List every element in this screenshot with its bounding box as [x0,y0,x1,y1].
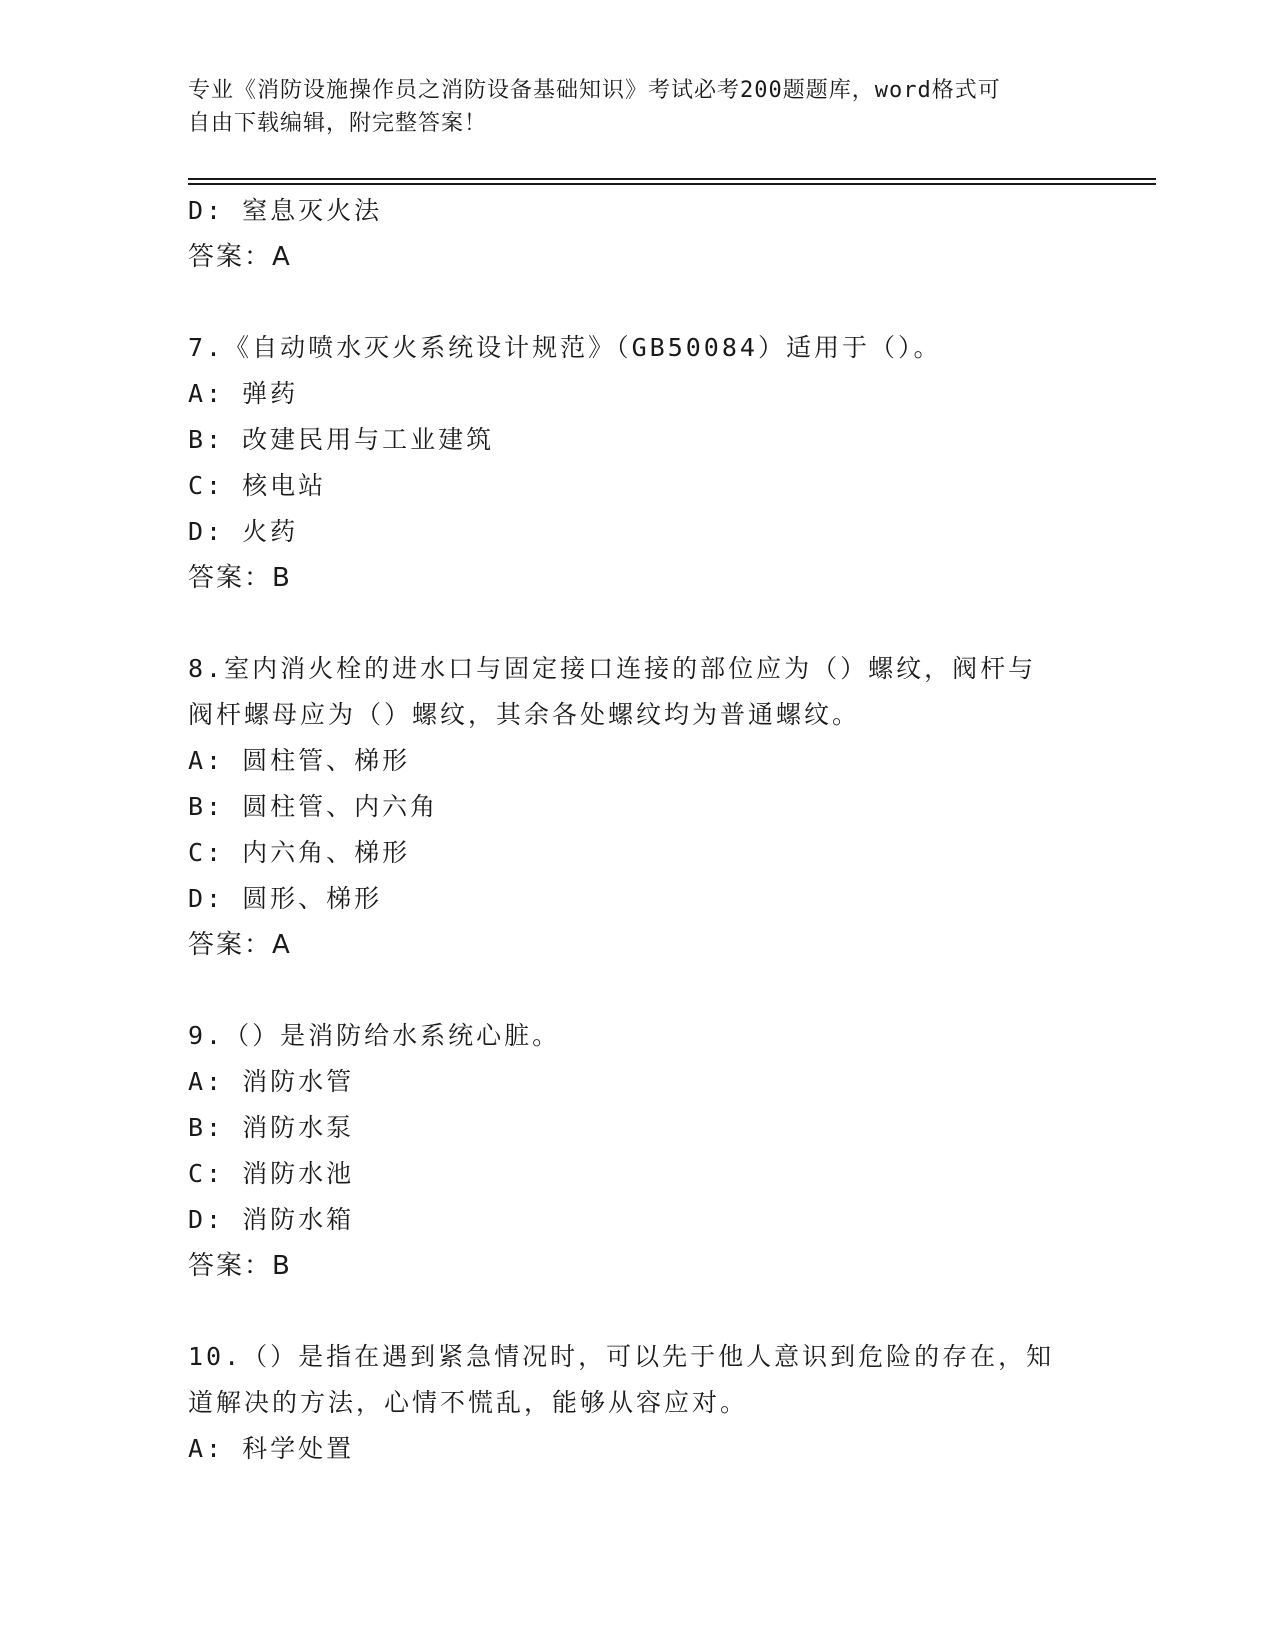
document-header [188,74,1088,140]
question-stem-line-2: 道解决的方法，心情不慌乱，能够从容应对。 [188,1388,749,1417]
question-8 [188,646,1088,968]
option-d: D: 圆形、梯形 [188,884,383,913]
question-stem: 9.（）是消防给水系统心脏。 [188,1021,561,1050]
question-list [188,188,1088,1472]
question-9 [188,1013,1088,1289]
answer: 答案：A [188,242,292,272]
header-rule-top [188,178,1156,180]
question-6-continued [188,188,1088,280]
answer: 答案：B [188,1251,292,1281]
option-d: D: 消防水箱 [188,1205,355,1234]
question-stem-line-2: 阀杆螺母应为（）螺纹，其余各处螺纹均为普通螺纹。 [188,700,861,729]
header-line-1: 专业《消防设施操作员之消防设备基础知识》考试必考200题题库，word格式可 [188,78,1001,103]
option-c: C: 内六角、梯形 [188,838,411,867]
header-line-2: 自由下载编辑，附完整答案！ [188,111,488,136]
option-a: A: 消防水管 [188,1067,355,1096]
answer: 答案：B [188,563,292,593]
question-10 [188,1334,1088,1472]
header-rule-bottom [188,183,1156,185]
option-c: C: 核电站 [188,471,327,500]
option-b: B: 改建民用与工业建筑 [188,425,495,454]
option-b: B: 圆柱管、内六角 [188,792,439,821]
option-d: D: 火药 [188,517,299,546]
option-d: D: 窒息灭火法 [188,196,383,225]
question-7 [188,325,1088,601]
option-a: A: 弹药 [188,379,299,408]
option-a: A: 科学处置 [188,1434,355,1463]
question-stem-line-1: 10.（）是指在遇到紧急情况时，可以先于他人意识到危险的存在，知 [188,1342,1055,1371]
question-stem: 7.《自动喷水灭火系统设计规范》（GB50084）适用于（）。 [188,333,942,362]
option-c: C: 消防水池 [188,1159,355,1188]
question-stem-line-1: 8.室内消火栓的进水口与固定接口连接的部位应为（）螺纹，阀杆与 [188,654,1037,683]
option-b: B: 消防水泵 [188,1113,355,1142]
answer: 答案：A [188,930,292,960]
option-a: A: 圆柱管、梯形 [188,746,411,775]
